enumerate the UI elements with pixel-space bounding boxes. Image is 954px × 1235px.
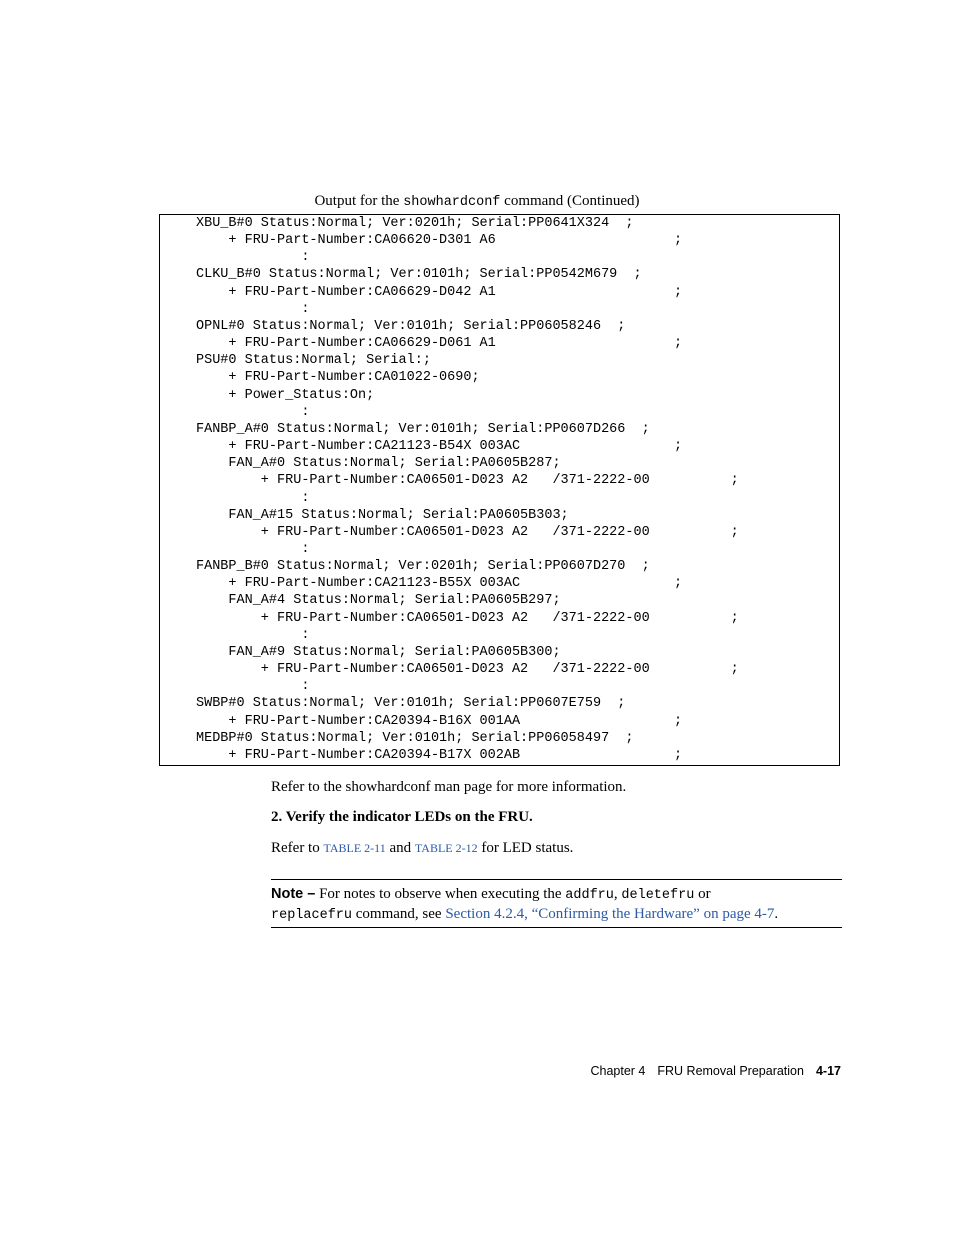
code-line: FANBP_A#0 Status:Normal; Ver:0101h; Serial:PP0607D266 ;	[196, 421, 650, 437]
step-2-heading: 2. Verify the indicator LEDs on the FRU.	[271, 809, 533, 825]
table-2-12-link[interactable]: TABLE 2-12	[414, 841, 478, 855]
code-line: + FRU-Part-Number:CA06629-D061 A1 ;	[196, 336, 683, 352]
code-line: OPNL#0 Status:Normal; Ver:0101h; Serial:PP06058246 ;	[196, 318, 626, 334]
code-caption	[0, 190, 954, 214]
code-line: :	[196, 679, 310, 695]
caption-prefix: Output for the	[314, 193, 404, 209]
refer-tables-and: and	[385, 840, 415, 856]
code-line: :	[196, 301, 310, 317]
code-line: + FRU-Part-Number:CA06501-D023 A2 /371-2222-00 ;	[196, 610, 739, 626]
code-line: :	[196, 490, 310, 506]
code-line: + FRU-Part-Number:CA06501-D023 A2 /371-2222-00 ;	[196, 662, 739, 678]
footer-page-number: 4-17	[815, 1064, 841, 1078]
note-label: Note –	[271, 886, 316, 902]
note-box	[271, 879, 842, 928]
code-line: :	[196, 250, 310, 266]
note-text-2: command, see	[352, 906, 446, 922]
note-cmd-addfru: addfru	[565, 888, 614, 903]
code-line: + FRU-Part-Number:CA21123-B54X 003AC ;	[196, 439, 683, 455]
code-line: :	[196, 627, 310, 643]
code-line: + FRU-Part-Number:CA01022-0690;	[196, 370, 480, 386]
code-line: PSU#0 Status:Normal; Serial:;	[196, 353, 431, 369]
note-cmd-deletefru: deletefru	[621, 888, 695, 903]
code-line: FAN_A#4 Status:Normal; Serial:PA0605B297;	[196, 593, 561, 609]
note-comma: ,	[613, 886, 622, 902]
note-text-1: For notes to observe when executing the	[315, 886, 566, 902]
note-or: or	[694, 886, 711, 902]
refer-tables-prefix: Refer to	[271, 840, 324, 856]
table-2-11-link[interactable]: TABLE 2-11	[323, 841, 386, 855]
section-4-2-4-link[interactable]: Section 4.2.4, “Confirming the Hardware” on page 4-7	[445, 906, 775, 922]
code-output-box	[159, 214, 840, 766]
code-line: + FRU-Part-Number:CA21123-B55X 003AC ;	[196, 576, 683, 592]
refer-tables-paragraph	[271, 838, 573, 858]
caption-suffix: command (Continued)	[500, 193, 640, 209]
code-line: FAN_A#0 Status:Normal; Serial:PA0605B287;	[196, 456, 561, 472]
refer-tables-suffix: for LED status.	[477, 840, 574, 856]
code-line: FAN_A#15 Status:Normal; Serial:PA0605B303;	[196, 507, 569, 523]
code-line: :	[196, 541, 310, 557]
note-period: .	[774, 906, 779, 922]
footer-chapter: Chapter 4	[590, 1064, 646, 1078]
code-output	[160, 215, 839, 764]
caption-command: showhardconf	[403, 195, 501, 210]
code-line: SWBP#0 Status:Normal; Ver:0101h; Serial:PP0607E759 ;	[196, 696, 626, 712]
code-line: :	[196, 404, 310, 420]
code-line: + Power_Status:On;	[196, 387, 375, 403]
code-line: + FRU-Part-Number:CA06501-D023 A2 /371-2222-00 ;	[196, 524, 739, 540]
code-line: + FRU-Part-Number:CA06501-D023 A2 /371-2222-00 ;	[196, 473, 739, 489]
note-cmd-replacefru: replacefru	[271, 908, 353, 923]
code-line: FAN_A#9 Status:Normal; Serial:PA0605B300;	[196, 644, 561, 660]
code-line: XBU_B#0 Status:Normal; Ver:0201h; Serial:PP0641X324 ;	[196, 216, 634, 231]
code-line: MEDBP#0 Status:Normal; Ver:0101h; Serial:PP06058497 ;	[196, 730, 634, 746]
code-line: + FRU-Part-Number:CA06629-D042 A1 ;	[196, 284, 683, 300]
code-line: CLKU_B#0 Status:Normal; Ver:0101h; Serial:PP0542M679 ;	[196, 267, 642, 283]
refer-man-paragraph: Refer to the showhardconf man page for more information.	[271, 779, 627, 795]
code-line: + FRU-Part-Number:CA20394-B16X 001AA ;	[196, 713, 683, 729]
code-line: + FRU-Part-Number:CA06620-D301 A6 ;	[196, 233, 683, 249]
code-line: FANBP_B#0 Status:Normal; Ver:0201h; Serial:PP0607D270 ;	[196, 559, 650, 575]
code-line: + FRU-Part-Number:CA20394-B17X 002AB ;	[196, 747, 683, 763]
footer-title: FRU Removal Preparation	[657, 1064, 804, 1078]
page-footer	[0, 1063, 841, 1079]
